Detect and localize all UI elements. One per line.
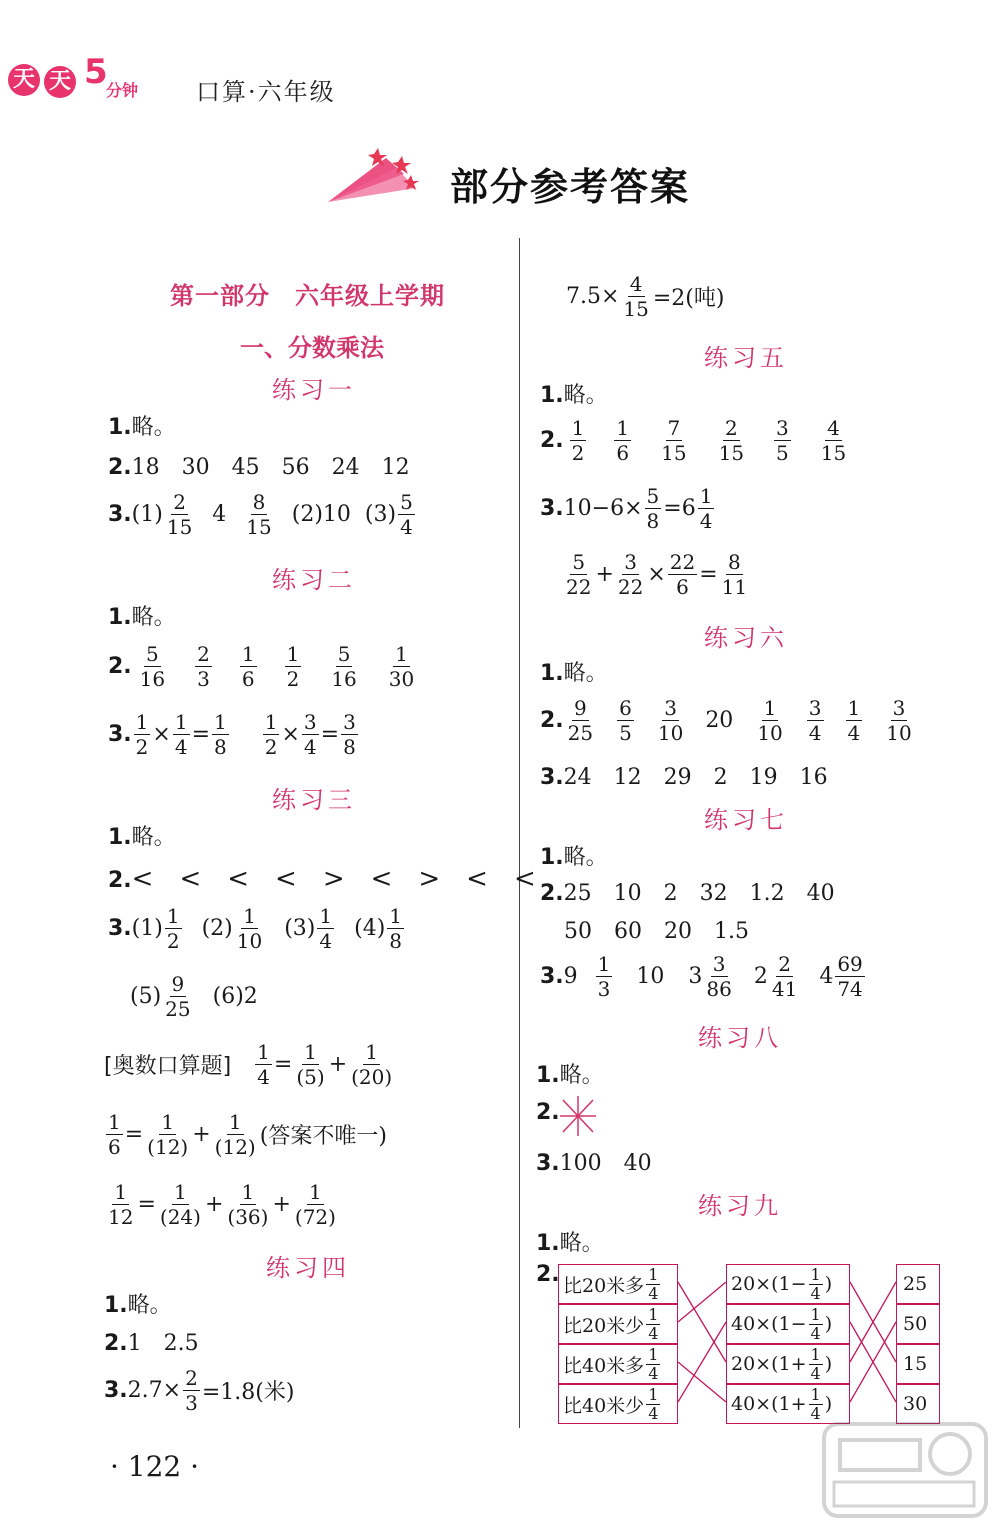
answer-line: 50 60 20 1.5 [564,919,749,944]
answer-line: 1.略。 [104,1293,172,1318]
answer-line: 3. (1) $\frac{1}{2}$ (2) $\frac{1}{10}$ (3) $\frac{1}{4}$ (4) $\frac{1}{8}$ [108,904,403,953]
answer-line: 3. $\frac{1}{2}$ × $\frac{1}{4}$ = $\frac{1}{8}$ $\frac{1}{2}$ × $\frac{3}{4}$ = $\frac{3}{8}$ [108,710,356,759]
match-right-box: 30 [896,1384,940,1424]
watermark-stamp [820,1420,990,1520]
answer-line: 3. 9 $\frac{1}{3}$ 10 3 $\frac{3}{86}$ 2 $\frac{2}{41}$ 4 $\frac{69}{74}$ [540,952,863,1001]
unit-title: 一、分数乘法 [240,334,384,362]
answer-line: 2. $\frac{1}{2}$ $\frac{1}{6}$ $\frac{7}{15}$ $\frac{2}{15}$ $\frac{3}{5}$ $\frac{4}{15}$ [540,416,847,465]
answer-line: 2. $\frac{5}{16}$ $\frac{2}{3}$ $\frac{1}{6}$ $\frac{1}{2}$ $\frac{5}{16}$ $\frac{1}{30}$ [108,642,415,691]
answer-line: 1.略。 [108,825,176,850]
exercise-title: 练习五 [704,344,788,372]
exercise-title: 练习六 [704,624,788,652]
answer-line: 2.25 10 2 32 1.2 40 [540,881,835,906]
answer-line: 2. [536,1100,560,1125]
match-left-box: 比40米多 $\frac{1}{4}$ [558,1344,678,1384]
olympiad-line: $\frac{1}{12}$ = $\frac{1}{(24)}$ + $\frac{1}{(36)}$ + $\frac{1}{(72)}$ [108,1180,336,1229]
page-number: · 122 · [110,1450,200,1483]
book-title: 口算·六年级 [196,78,336,106]
match-right-box: 25 [896,1264,940,1304]
answer-line: 2.1 2.5 [104,1331,199,1356]
exercise-title: 练习七 [704,806,788,834]
answer-line: 3. 10−6× $\frac{5}{8}$ =6 $\frac{1}{4}$ [540,484,713,533]
answer-line: 3.24 12 29 2 19 16 [540,765,828,790]
match-left-box: 比20米少 $\frac{1}{4}$ [558,1304,678,1344]
shooting-star-icon [326,148,426,208]
exercise-title: 练习四 [266,1254,350,1282]
exercise-title: 练习九 [698,1192,782,1220]
answer-line: 3. 2.7× $\frac{2}{3}$ =1.8(米) [104,1366,295,1415]
answer-line: 1.略。 [536,1063,604,1088]
page-heading: 部分参考答案 [450,165,691,209]
match-left-box: 比40米少 $\frac{1}{4}$ [558,1384,678,1424]
exercise-title: 练习一 [272,376,356,404]
answer-line: 1.略。 [536,1231,604,1256]
answer-line: 3.100 40 [536,1151,652,1176]
symmetry-star-icon [558,1094,598,1138]
logo-badge-2: 天 [44,66,76,98]
logo-five: 5 [84,52,108,92]
exercise-title: 练习八 [698,1024,782,1052]
answer-line: $\frac{5}{22}$ + $\frac{3}{22}$ × $\frac{22}{6}$ = $\frac{8}{11}$ [566,550,748,599]
match-mid-box: 20×(1− $\frac{1}{4}$ ) [726,1264,850,1304]
matching-diagram [556,1262,976,1428]
olympiad-line: [奥数口算题] $\frac{1}{4}$ = $\frac{1}{(5)}$ + $\frac{1}{(20)}$ [104,1040,393,1089]
exercise-title: 练习三 [272,786,356,814]
answer-line: 1.略。 [540,383,608,408]
answer-line: 1.略。 [108,605,176,630]
olympiad-line: $\frac{1}{6}$ = $\frac{1}{(12)}$ + $\frac{1}{(12)}$ (答案不唯一) [108,1110,387,1159]
logo-minutes: 分钟 [106,81,139,100]
logo-badge-1: 天 [8,64,40,96]
answer-line: 1.略。 [540,661,608,686]
part-title: 第一部分 六年级上学期 [170,282,445,310]
answer-line: 2.18 30 45 56 24 12 [108,455,410,480]
answer-line: 2. [536,1262,560,1287]
answer-line: 2.< < < < > < > < < [108,864,536,894]
match-right-box: 15 [896,1344,940,1384]
match-mid-box: 20×(1+ $\frac{1}{4}$ ) [726,1344,850,1384]
column-divider [519,238,520,1428]
answer-line: 3. (1) $\frac{2}{15}$ 4 $\frac{8}{15}$ (2)10 (3) $\frac{5}{4}$ [108,490,413,539]
answer-line: (5) $\frac{9}{25}$ (6)2 [130,972,258,1021]
answer-line: 1.略。 [540,845,608,870]
match-mid-box: 40×(1+ $\frac{1}{4}$ ) [726,1384,850,1424]
answer-line: 1.略。 [108,415,176,440]
exercise-title: 练习二 [272,566,356,594]
match-left-box: 比20米多 $\frac{1}{4}$ [558,1264,678,1304]
series-logo [8,52,188,102]
match-right-box: 50 [896,1304,940,1344]
match-mid-box: 40×(1− $\frac{1}{4}$ ) [726,1304,850,1344]
answer-line: 7.5× $\frac{4}{15}$ =2(吨) [566,272,725,321]
answer-line: 2. $\frac{9}{25}$ $\frac{6}{5}$ $\frac{3}{10}$ 20 $\frac{1}{10}$ $\frac{3}{4}$ $\frac{1}{4}$ $\frac{3}{10}$ [540,696,912,745]
